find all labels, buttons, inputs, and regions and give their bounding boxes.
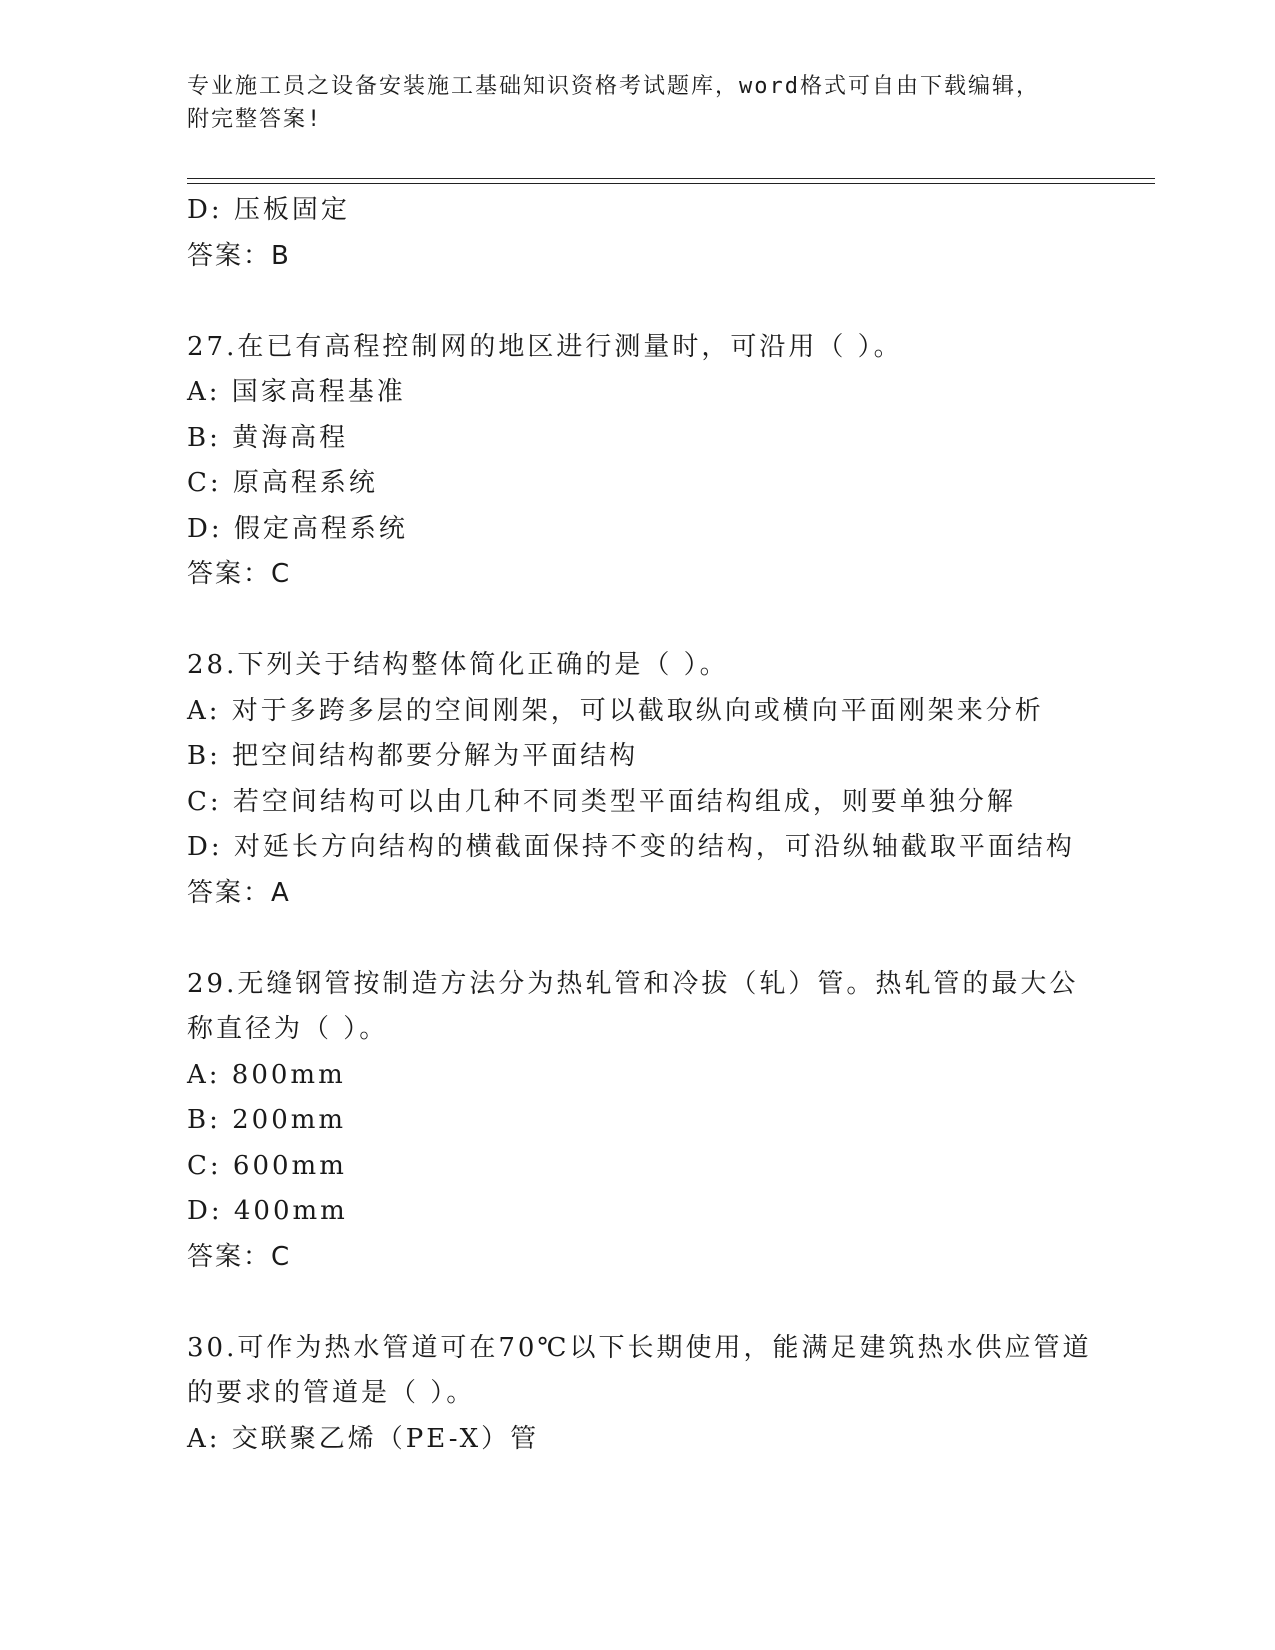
spacer bbox=[187, 279, 1087, 325]
option-a-line: A: 对于多跨多层的空间刚架，可以截取纵向或横向平面刚架来分析 bbox=[187, 695, 1044, 726]
spacer bbox=[187, 1280, 1087, 1326]
question-30 bbox=[187, 1326, 1092, 1463]
question-stem-line-2: 称直径为（ ）。 bbox=[187, 1014, 389, 1044]
answer-line: 答案：A bbox=[187, 877, 291, 908]
question-29 bbox=[187, 962, 1087, 1281]
option-b-line: B: 200mm bbox=[187, 1105, 347, 1135]
question-28 bbox=[187, 643, 1087, 916]
question-stem-line-2: 的要求的管道是（ ）。 bbox=[187, 1378, 476, 1408]
option-b-line: B: 把空间结构都要分解为平面结构 bbox=[187, 741, 639, 771]
answer-line: 答案：C bbox=[187, 559, 292, 589]
option-b-line: B: 黄海高程 bbox=[187, 422, 349, 453]
answer-line: 答案：B bbox=[187, 240, 291, 271]
header-double-rule bbox=[187, 178, 1155, 184]
document-header bbox=[187, 70, 1087, 136]
option-c-line: C: 原高程系统 bbox=[187, 468, 378, 498]
question-27 bbox=[187, 325, 1087, 598]
question-stem-line-1: 29.无缝钢管按制造方法分为热轧管和冷拔（轧）管。热轧管的最大公 bbox=[187, 968, 1079, 999]
question-stem-line-1: 30.可作为热水管道可在70℃以下长期使用，能满足建筑热水供应管道 bbox=[187, 1332, 1092, 1363]
option-d-line: D: 压板固定 bbox=[187, 195, 350, 225]
option-a-line: A: 交联聚乙烯（PE-X）管 bbox=[187, 1423, 540, 1454]
option-c-line: C: 若空间结构可以由几种不同类型平面结构组成，则要单独分解 bbox=[187, 786, 1016, 817]
option-d-line: D: 假定高程系统 bbox=[187, 513, 408, 544]
option-d-line: D: 400mm bbox=[187, 1196, 348, 1226]
header-line-1: 专业施工员之设备安装施工基础知识资格考试题库，word格式可自由下载编辑， bbox=[187, 74, 1040, 99]
option-c-line: C: 600mm bbox=[187, 1150, 347, 1181]
header-line-2: 附完整答案! bbox=[187, 107, 323, 132]
spacer bbox=[187, 916, 1087, 962]
question-content bbox=[187, 188, 1092, 1462]
answer-line: 答案：C bbox=[187, 1241, 292, 1272]
question-stem: 28.下列关于结构整体简化正确的是（ ）。 bbox=[187, 650, 729, 680]
option-a-line: A: 800mm bbox=[187, 1059, 346, 1090]
question-stem: 27.在已有高程控制网的地区进行测量时，可沿用（ ）。 bbox=[187, 331, 903, 362]
option-d-line: D: 对延长方向结构的横截面保持不变的结构，可沿纵轴截取平面结构 bbox=[187, 832, 1075, 862]
spacer bbox=[187, 598, 1087, 644]
option-a-line: A: 国家高程基准 bbox=[187, 377, 406, 407]
